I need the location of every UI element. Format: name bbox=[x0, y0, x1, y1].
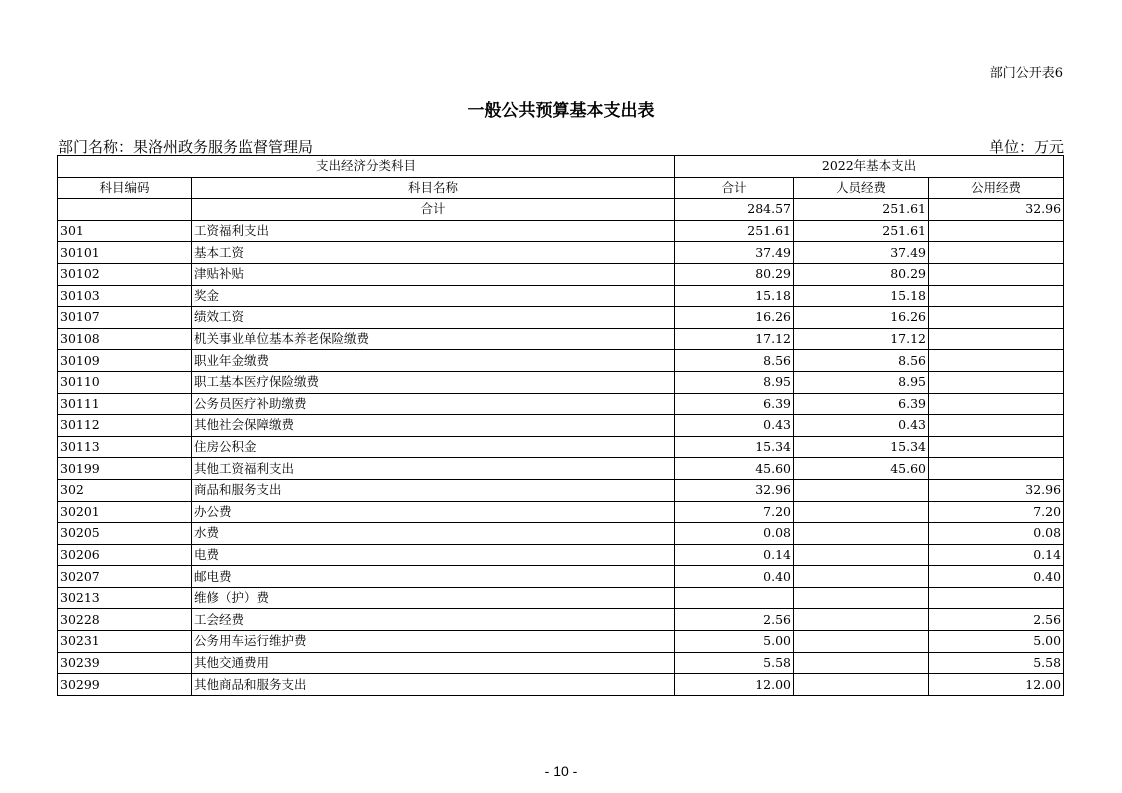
code-cell: 302 bbox=[58, 479, 192, 501]
public-cell: 0.40 bbox=[929, 566, 1064, 588]
header-group-row bbox=[58, 156, 1064, 178]
public-cell: 0.14 bbox=[929, 544, 1064, 566]
table-row bbox=[58, 652, 1064, 674]
total-cell bbox=[675, 587, 794, 609]
unit-label: 单位：万元 bbox=[988, 138, 1064, 156]
name-cell: 职工基本医疗保险缴费 bbox=[192, 371, 675, 393]
page-title: 一般公共预算基本支出表 bbox=[467, 101, 655, 121]
table-row bbox=[58, 674, 1064, 696]
name-cell: 电费 bbox=[192, 544, 675, 566]
personnel-cell bbox=[794, 652, 929, 674]
total-cell: 80.29 bbox=[675, 263, 794, 285]
public-cell bbox=[929, 458, 1064, 480]
table-row bbox=[58, 415, 1064, 437]
table-row bbox=[58, 631, 1064, 653]
total-cell: 0.40 bbox=[675, 566, 794, 588]
table-row bbox=[58, 371, 1064, 393]
header-code: 科目编码 bbox=[58, 177, 192, 199]
personnel-cell bbox=[794, 479, 929, 501]
table-row bbox=[58, 566, 1064, 588]
personnel-cell: 17.12 bbox=[794, 328, 929, 350]
total-cell: 0.14 bbox=[675, 544, 794, 566]
total-personnel-cell: 251.61 bbox=[794, 199, 929, 221]
public-cell bbox=[929, 263, 1064, 285]
table-row bbox=[58, 285, 1064, 307]
public-cell bbox=[929, 328, 1064, 350]
name-cell: 住房公积金 bbox=[192, 436, 675, 458]
table-row bbox=[58, 242, 1064, 264]
table-row bbox=[58, 307, 1064, 329]
code-cell: 30213 bbox=[58, 587, 192, 609]
total-cell: 15.18 bbox=[675, 285, 794, 307]
personnel-cell bbox=[794, 587, 929, 609]
personnel-cell bbox=[794, 631, 929, 653]
name-cell: 工资福利支出 bbox=[192, 220, 675, 242]
personnel-cell bbox=[794, 566, 929, 588]
name-cell: 机关事业单位基本养老保险缴费 bbox=[192, 328, 675, 350]
name-cell: 邮电费 bbox=[192, 566, 675, 588]
header-public: 公用经费 bbox=[929, 177, 1064, 199]
total-cell: 37.49 bbox=[675, 242, 794, 264]
code-cell: 30299 bbox=[58, 674, 192, 696]
name-cell: 基本工资 bbox=[192, 242, 675, 264]
total-cell: 8.95 bbox=[675, 371, 794, 393]
name-cell: 办公费 bbox=[192, 501, 675, 523]
total-cell: 32.96 bbox=[675, 479, 794, 501]
total-cell: 17.12 bbox=[675, 328, 794, 350]
table-row bbox=[58, 436, 1064, 458]
total-name-cell: 合计 bbox=[192, 199, 675, 221]
code-cell: 30101 bbox=[58, 242, 192, 264]
total-cell: 6.39 bbox=[675, 393, 794, 415]
name-cell: 工会经费 bbox=[192, 609, 675, 631]
public-cell: 2.56 bbox=[929, 609, 1064, 631]
public-cell: 32.96 bbox=[929, 479, 1064, 501]
code-cell: 30111 bbox=[58, 393, 192, 415]
table-row bbox=[58, 587, 1064, 609]
public-cell: 12.00 bbox=[929, 674, 1064, 696]
name-cell: 水费 bbox=[192, 523, 675, 545]
total-cell: 2.56 bbox=[675, 609, 794, 631]
public-cell: 5.58 bbox=[929, 652, 1064, 674]
name-cell: 其他商品和服务支出 bbox=[192, 674, 675, 696]
personnel-cell: 8.95 bbox=[794, 371, 929, 393]
code-cell: 30103 bbox=[58, 285, 192, 307]
name-cell: 职业年金缴费 bbox=[192, 350, 675, 372]
total-cell: 8.56 bbox=[675, 350, 794, 372]
code-cell: 30112 bbox=[58, 415, 192, 437]
code-cell: 30231 bbox=[58, 631, 192, 653]
code-cell: 30199 bbox=[58, 458, 192, 480]
public-cell bbox=[929, 242, 1064, 264]
total-cell: 16.26 bbox=[675, 307, 794, 329]
total-total-cell: 284.57 bbox=[675, 199, 794, 221]
code-cell: 30109 bbox=[58, 350, 192, 372]
budget-table bbox=[57, 155, 1064, 696]
personnel-cell: 37.49 bbox=[794, 242, 929, 264]
department-name: 部门名称：果洛州政务服务监督管理局 bbox=[58, 138, 314, 156]
personnel-cell bbox=[794, 501, 929, 523]
table-row bbox=[58, 458, 1064, 480]
table-row bbox=[58, 220, 1064, 242]
table-row bbox=[58, 609, 1064, 631]
code-cell: 301 bbox=[58, 220, 192, 242]
public-cell bbox=[929, 371, 1064, 393]
personnel-cell: 15.34 bbox=[794, 436, 929, 458]
personnel-cell: 15.18 bbox=[794, 285, 929, 307]
header-personnel: 人员经费 bbox=[794, 177, 929, 199]
table-row bbox=[58, 350, 1064, 372]
personnel-cell: 0.43 bbox=[794, 415, 929, 437]
total-cell: 12.00 bbox=[675, 674, 794, 696]
name-cell: 其他工资福利支出 bbox=[192, 458, 675, 480]
total-code-cell bbox=[58, 199, 192, 221]
code-cell: 30201 bbox=[58, 501, 192, 523]
total-row bbox=[58, 199, 1064, 221]
table-row bbox=[58, 544, 1064, 566]
code-cell: 30108 bbox=[58, 328, 192, 350]
total-cell: 251.61 bbox=[675, 220, 794, 242]
personnel-cell bbox=[794, 674, 929, 696]
table-row bbox=[58, 393, 1064, 415]
table-row bbox=[58, 263, 1064, 285]
public-cell bbox=[929, 436, 1064, 458]
name-cell: 津贴补贴 bbox=[192, 263, 675, 285]
total-public-cell: 32.96 bbox=[929, 199, 1064, 221]
total-cell: 0.08 bbox=[675, 523, 794, 545]
name-cell: 奖金 bbox=[192, 285, 675, 307]
public-cell bbox=[929, 220, 1064, 242]
code-cell: 30207 bbox=[58, 566, 192, 588]
code-cell: 30110 bbox=[58, 371, 192, 393]
name-cell: 维修（护）费 bbox=[192, 587, 675, 609]
personnel-cell: 8.56 bbox=[794, 350, 929, 372]
header-basic-expenditure: 2022年基本支出 bbox=[675, 156, 1064, 178]
header-economic-category: 支出经济分类科目 bbox=[58, 156, 675, 178]
public-cell bbox=[929, 393, 1064, 415]
total-cell: 5.00 bbox=[675, 631, 794, 653]
personnel-cell: 16.26 bbox=[794, 307, 929, 329]
personnel-cell: 6.39 bbox=[794, 393, 929, 415]
name-cell: 其他交通费用 bbox=[192, 652, 675, 674]
code-cell: 30113 bbox=[58, 436, 192, 458]
name-cell: 公务用车运行维护费 bbox=[192, 631, 675, 653]
personnel-cell: 45.60 bbox=[794, 458, 929, 480]
name-cell: 绩效工资 bbox=[192, 307, 675, 329]
public-cell: 7.20 bbox=[929, 501, 1064, 523]
public-cell: 5.00 bbox=[929, 631, 1064, 653]
table-row bbox=[58, 501, 1064, 523]
total-cell: 0.43 bbox=[675, 415, 794, 437]
header-column-row bbox=[58, 177, 1064, 199]
header-total: 合计 bbox=[675, 177, 794, 199]
header-name: 科目名称 bbox=[192, 177, 675, 199]
form-number: 部门公开表6 bbox=[989, 66, 1063, 81]
personnel-cell bbox=[794, 609, 929, 631]
page-number: - 10 - bbox=[544, 763, 578, 779]
table-row bbox=[58, 523, 1064, 545]
code-cell: 30107 bbox=[58, 307, 192, 329]
name-cell: 其他社会保障缴费 bbox=[192, 415, 675, 437]
public-cell bbox=[929, 415, 1064, 437]
code-cell: 30205 bbox=[58, 523, 192, 545]
personnel-cell bbox=[794, 523, 929, 545]
public-cell: 0.08 bbox=[929, 523, 1064, 545]
public-cell bbox=[929, 350, 1064, 372]
total-cell: 45.60 bbox=[675, 458, 794, 480]
code-cell: 30206 bbox=[58, 544, 192, 566]
table-row bbox=[58, 479, 1064, 501]
personnel-cell: 80.29 bbox=[794, 263, 929, 285]
public-cell bbox=[929, 307, 1064, 329]
public-cell bbox=[929, 285, 1064, 307]
personnel-cell bbox=[794, 544, 929, 566]
table-row bbox=[58, 328, 1064, 350]
code-cell: 30102 bbox=[58, 263, 192, 285]
total-cell: 5.58 bbox=[675, 652, 794, 674]
code-cell: 30228 bbox=[58, 609, 192, 631]
total-cell: 15.34 bbox=[675, 436, 794, 458]
name-cell: 商品和服务支出 bbox=[192, 479, 675, 501]
code-cell: 30239 bbox=[58, 652, 192, 674]
public-cell bbox=[929, 587, 1064, 609]
total-cell: 7.20 bbox=[675, 501, 794, 523]
name-cell: 公务员医疗补助缴费 bbox=[192, 393, 675, 415]
personnel-cell: 251.61 bbox=[794, 220, 929, 242]
